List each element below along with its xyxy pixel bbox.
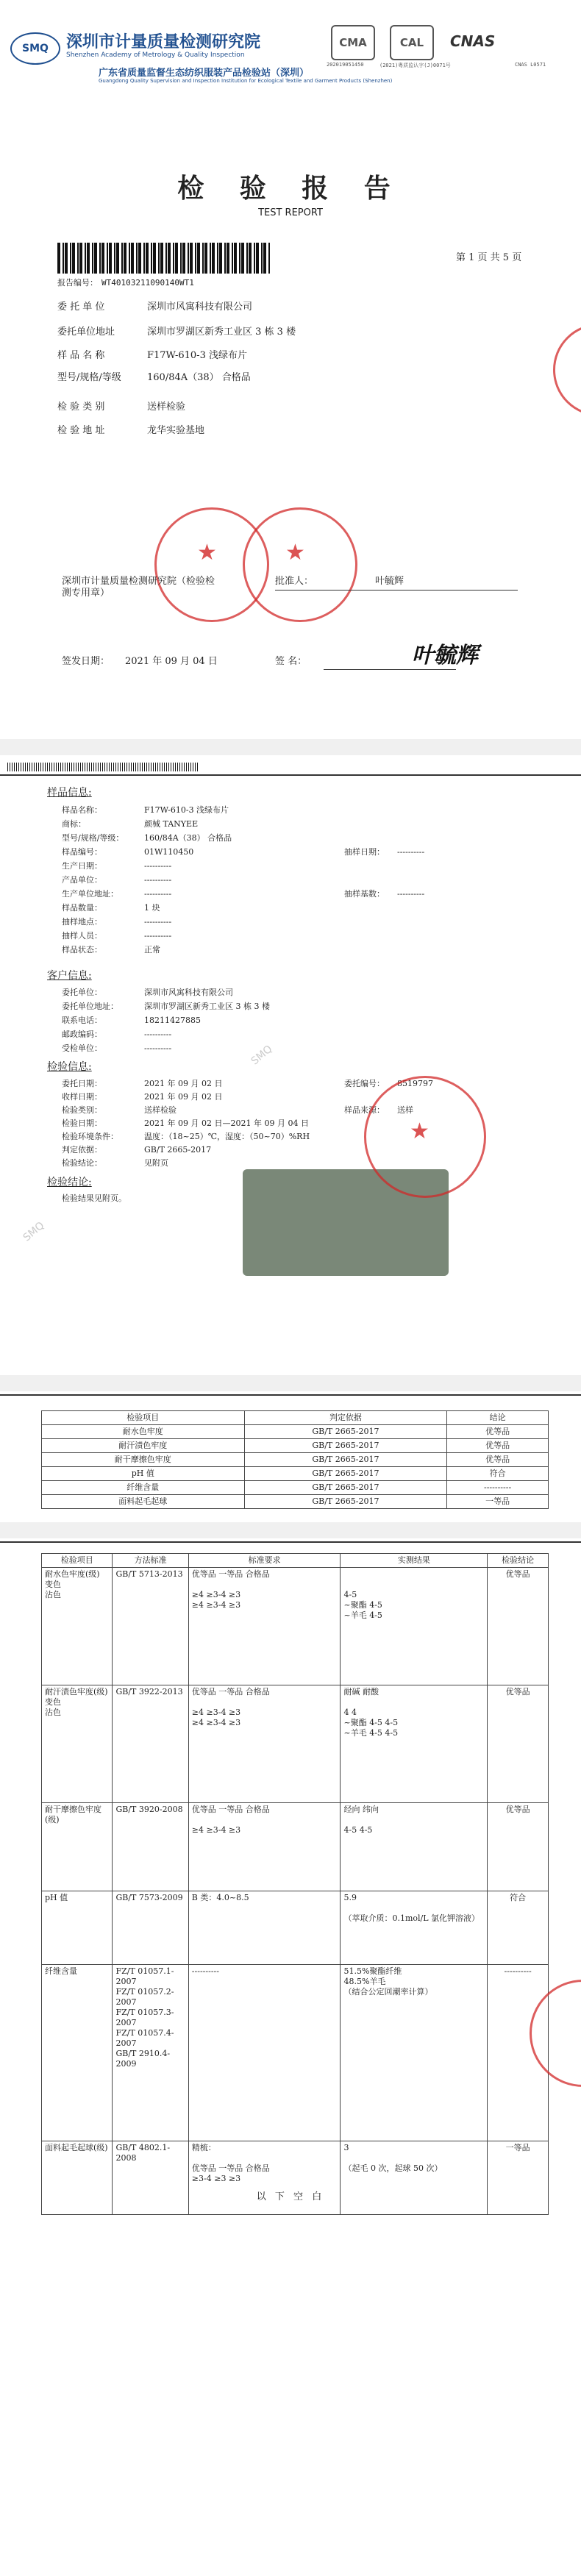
- detail-cell-method: GB/T 7573-2009: [113, 1891, 188, 1965]
- sample-value: 1 块: [144, 903, 160, 913]
- cnas-mark: CNAS: [450, 32, 496, 50]
- summary-cell: 耐汗渍色牢度: [42, 1439, 245, 1453]
- cma-mark: CMA: [331, 25, 375, 60]
- cal-mark: CAL: [390, 25, 434, 60]
- note-section-title: 检验结论:: [47, 1177, 92, 1188]
- barcode-bar: [227, 243, 229, 274]
- detail-cell-item: pH 值: [42, 1891, 113, 1965]
- barcode-bar: [239, 243, 240, 274]
- barcode-bar: [101, 243, 104, 274]
- report-page-3: [0, 1391, 581, 1522]
- barcode-bar: [232, 243, 233, 274]
- barcode-bar: [190, 243, 193, 274]
- barcode-bar: [197, 243, 200, 274]
- detail-cell-concl: 优等品: [488, 1803, 549, 1891]
- sample-label: 产品单位：: [62, 875, 102, 885]
- summary-cell: 耐干摩擦色牢度: [42, 1453, 245, 1467]
- detail-cell-req: 精梳： 优等品 一等品 合格品 ≥3-4 ≥3 ≥3: [188, 2141, 341, 2215]
- summary-row: [42, 1495, 549, 1509]
- barcode-bar: [94, 243, 97, 274]
- detail-cell-req: 优等品 一等品 合格品 ≥4 ≥3-4 ≥3 ≥4 ≥3-4 ≥3: [188, 1568, 341, 1685]
- barcode-bar: [234, 243, 237, 274]
- approver-name: 叶毓辉: [375, 576, 404, 587]
- test-value: 2021 年 09 月 02 日—2021 年 09 月 04 日: [144, 1118, 309, 1128]
- test-value: GB/T 2665-2017: [144, 1145, 212, 1155]
- detail-cell-result: 3 （起毛 0 次，起球 50 次）: [341, 2141, 488, 2215]
- barcode-bar: [151, 243, 152, 274]
- sample-label: 样品编号：: [62, 847, 102, 857]
- report-no: WT40103211090140WT1: [101, 278, 194, 288]
- summary-cell: 优等品: [447, 1425, 549, 1439]
- summary-cell: 纤维含量: [42, 1481, 245, 1495]
- cover-field-value: 深圳市风寓科技有限公司: [147, 302, 253, 313]
- test-value: 送样检验: [144, 1105, 177, 1115]
- barcode-bar: [210, 243, 211, 274]
- detail-table: [41, 1553, 549, 2215]
- seal-star-icon-2: ★: [285, 540, 305, 565]
- sample-section-title: 样品信息:: [47, 787, 92, 799]
- detail-cell-item: 面料起毛起球(级): [42, 2141, 113, 2215]
- sample-value: 01W110450: [144, 847, 194, 857]
- detail-cell-concl: 一等品: [488, 2141, 549, 2215]
- barcode-bar: [204, 243, 207, 274]
- barcode-bar: [249, 243, 252, 274]
- client-value: 18211427885: [144, 1016, 201, 1025]
- summary-cell: GB/T 2665-2017: [244, 1481, 447, 1495]
- summary-cell: 优等品: [447, 1453, 549, 1467]
- summary-cell: GB/T 2665-2017: [244, 1439, 447, 1453]
- barcode-bar: [99, 243, 101, 274]
- detail-cell-concl: ----------: [488, 1965, 549, 2141]
- page-number: 第 1 页 共 5 页: [456, 252, 522, 263]
- summary-header-cell: 判定依据: [244, 1411, 447, 1425]
- barcode-bar: [129, 243, 130, 274]
- sample-value: ----------: [144, 931, 172, 941]
- barcode-bar: [224, 243, 226, 274]
- detail-cell-method: GB/T 3920-2008: [113, 1803, 188, 1891]
- barcode-bar: [180, 243, 182, 274]
- approver-label: 批准人：: [275, 576, 314, 587]
- barcode-bar: [160, 243, 163, 274]
- client-value: ----------: [144, 1043, 172, 1053]
- summary-cell: ----------: [447, 1481, 549, 1495]
- detail-header-cell: 检验结论: [488, 1554, 549, 1568]
- client-label: 委托单位：: [62, 988, 102, 997]
- page4-rule: [0, 1541, 581, 1543]
- page2-barcode: [7, 763, 199, 771]
- barcode-bar: [116, 243, 119, 274]
- cover-field-label: 检 验 类 别: [57, 402, 105, 413]
- barcode-bar: [246, 243, 248, 274]
- summary-row: [42, 1425, 549, 1439]
- barcode-bar: [72, 243, 75, 274]
- barcode-bar: [182, 243, 185, 274]
- detail-header-cell: 实测结果: [341, 1554, 488, 1568]
- detail-row: [42, 1803, 549, 1891]
- cover-field-label: 样 品 名 称: [57, 350, 105, 361]
- barcode-bar: [107, 243, 108, 274]
- sample-right-value: ----------: [397, 889, 425, 899]
- sample-right-value: ----------: [397, 847, 425, 857]
- approver-line: [275, 590, 518, 591]
- test-right-label: 委托编号：: [344, 1079, 385, 1088]
- detail-row: [42, 1965, 549, 2141]
- barcode-bar: [85, 243, 86, 274]
- barcode-bar: [261, 243, 263, 274]
- detail-header-row: [42, 1554, 549, 1568]
- summary-cell: 一等品: [447, 1495, 549, 1509]
- sample-value: ----------: [144, 917, 172, 927]
- barcode-bar: [241, 243, 244, 274]
- sample-label: 样品状态：: [62, 945, 102, 955]
- summary-row: [42, 1467, 549, 1481]
- note-text: 检验结果见附页。: [62, 1194, 126, 1203]
- client-value: 深圳市罗湖区新秀工业区 3 栋 3 楼: [144, 1002, 270, 1011]
- barcode-bar: [202, 243, 204, 274]
- barcode-bar: [158, 243, 160, 274]
- client-label: 联系电话：: [62, 1016, 102, 1025]
- detail-row: [42, 1568, 549, 1685]
- cover-field-value: 160/84A（38） 合格品: [147, 372, 251, 383]
- barcode-bar: [175, 243, 178, 274]
- barcode-bar: [219, 243, 222, 274]
- cnas-number: CNAS L0571: [515, 62, 546, 68]
- barcode-bar: [143, 243, 145, 274]
- client-label: 邮政编码：: [62, 1030, 102, 1039]
- test-label: 检验日期：: [62, 1118, 102, 1128]
- sample-right-label: 抽样基数：: [344, 889, 385, 899]
- barcode-bar: [168, 243, 171, 274]
- report-title: 检 验 报 告: [177, 173, 404, 204]
- barcode-bar: [63, 243, 64, 274]
- barcode-bar: [114, 243, 115, 274]
- sign-label: 签 名：: [275, 656, 307, 667]
- test-value: 见附页: [144, 1158, 168, 1168]
- summary-cell: 优等品: [447, 1439, 549, 1453]
- watermark-2: SMQ: [21, 1219, 47, 1244]
- barcode: [57, 243, 271, 274]
- page2-rule: [0, 774, 581, 776]
- barcode-bar: [263, 243, 266, 274]
- report-page-2: [0, 755, 581, 1375]
- barcode-bar: [65, 243, 68, 274]
- barcode-bar: [195, 243, 196, 274]
- summary-row: [42, 1481, 549, 1495]
- org-subtitle: 广东省质量监督生态纺织服装产品检验站（深圳）: [99, 68, 310, 79]
- sample-label: 生产日期：: [62, 861, 102, 871]
- sample-value: ----------: [144, 875, 172, 885]
- cover-field-label: 型号/规格/等级: [57, 372, 121, 383]
- client-section-title: 客户信息:: [47, 970, 92, 982]
- sample-label: 商标：: [62, 819, 86, 829]
- detail-cell-item: 纤维含量: [42, 1965, 113, 2141]
- client-value: ----------: [144, 1030, 172, 1039]
- detail-row: [42, 1891, 549, 1965]
- detail-header-cell: 方法标准: [113, 1554, 188, 1568]
- detail-cell-result: 51.5%聚酯纤维 48.5%羊毛 （结合公定回潮率计算）: [341, 1965, 488, 2141]
- summary-cell: GB/T 2665-2017: [244, 1495, 447, 1509]
- barcode-bar: [92, 243, 93, 274]
- barcode-bar: [121, 243, 123, 274]
- detail-cell-result: 4-5 ~聚酯 4-5 ~羊毛 4-5: [341, 1568, 488, 1685]
- sample-value: 160/84A（38） 合格品: [144, 833, 232, 843]
- edge-seal: [553, 324, 581, 416]
- summary-cell: 耐水色牢度: [42, 1425, 245, 1439]
- issue-date-label: 签发日期：: [62, 656, 110, 667]
- org-logo: SMQ: [10, 32, 60, 65]
- issue-date: 2021 年 09 月 04 日: [125, 656, 218, 667]
- sample-value: ----------: [144, 861, 172, 871]
- seal-star-icon: ★: [197, 540, 217, 565]
- summary-cell: GB/T 2665-2017: [244, 1453, 447, 1467]
- watermark: SMQ: [249, 1043, 275, 1068]
- test-label: 委托日期：: [62, 1079, 102, 1088]
- test-right-value: 送样: [397, 1105, 413, 1115]
- summary-header-cell: 结论: [447, 1411, 549, 1425]
- barcode-bar: [70, 243, 71, 274]
- detail-cell-req: B 类：4.0~8.5: [188, 1891, 341, 1965]
- org-name-en: Shenzhen Academy of Metrology & Quality Inspection: [66, 51, 245, 59]
- test-value: 2021 年 09 月 02 日: [144, 1092, 223, 1102]
- sample-label: 生产单位地址：: [62, 889, 118, 899]
- barcode-bar: [131, 243, 134, 274]
- test-label: 检验类别：: [62, 1105, 102, 1115]
- sample-label: 样品名称：: [62, 805, 102, 815]
- report-no-label: 报告编号：: [57, 278, 98, 288]
- barcode-bar: [79, 243, 82, 274]
- report-page-1: [0, 0, 581, 739]
- detail-row: [42, 1685, 549, 1803]
- report-title-en: TEST REPORT: [258, 207, 323, 218]
- sample-right-label: 抽样日期：: [344, 847, 385, 857]
- summary-cell: GB/T 2665-2017: [244, 1467, 447, 1481]
- sample-label: 样品数量：: [62, 903, 102, 913]
- cover-field-value: F17W-610-3 浅绿布片: [147, 350, 247, 361]
- sample-value: F17W-610-3 浅绿布片: [144, 805, 229, 815]
- barcode-bar: [138, 243, 141, 274]
- blank-below: 以 下 空 白: [256, 2191, 325, 2202]
- test-right-label: 样品来源：: [344, 1105, 385, 1115]
- cover-field-label: 委托单位地址: [57, 327, 115, 338]
- sign-line: [324, 669, 456, 670]
- org-name: 深圳市计量质量检测研究院: [66, 33, 261, 51]
- detail-cell-concl: 符合: [488, 1891, 549, 1965]
- detail-cell-concl: 优等品: [488, 1568, 549, 1685]
- sample-label: 型号/规格/等级：: [62, 833, 124, 843]
- barcode-bar: [57, 243, 60, 274]
- page3-rule: [0, 1394, 581, 1396]
- cma-number: 202019051450: [327, 62, 364, 68]
- detail-cell-concl: 优等品: [488, 1685, 549, 1803]
- cover-field-label: 委 托 单 位: [57, 302, 105, 313]
- sample-value: 颜械 TANYEE: [144, 819, 199, 829]
- detail-cell-result: 经向 纬向 4-5 4-5: [341, 1803, 488, 1891]
- barcode-bar: [136, 243, 138, 274]
- barcode-bar: [77, 243, 79, 274]
- sample-label: 抽样地点：: [62, 917, 102, 927]
- barcode-bar: [256, 243, 259, 274]
- barcode-bar: [124, 243, 126, 274]
- detail-header-cell: 标准要求: [188, 1554, 341, 1568]
- report-page-4: [0, 1538, 581, 2576]
- cover-field-value: 龙华实验基地: [147, 425, 205, 436]
- sample-value: 正常: [144, 945, 160, 955]
- cover-field-value: 送样检验: [147, 402, 186, 413]
- client-label: 受检单位：: [62, 1043, 102, 1053]
- test-label: 判定依据：: [62, 1145, 102, 1155]
- seal-caption: 深圳市计量质量检测研究院（检验检测专用章）: [62, 576, 215, 599]
- detail-cell-method: GB/T 3922-2013: [113, 1685, 188, 1803]
- test-label: 收样日期：: [62, 1092, 102, 1102]
- summary-table: [41, 1410, 549, 1509]
- cover-field-value: 深圳市罗湖区新秀工业区 3 栋 3 楼: [147, 327, 296, 338]
- summary-cell: pH 值: [42, 1467, 245, 1481]
- detail-cell-req: ----------: [188, 1965, 341, 2141]
- detail-row: [42, 2141, 549, 2215]
- barcode-bar: [254, 243, 255, 274]
- summary-cell: 面料起毛起球: [42, 1495, 245, 1509]
- signature: 叶毓辉: [412, 643, 478, 668]
- barcode-bar: [146, 243, 149, 274]
- barcode-bar: [153, 243, 156, 274]
- test-label: 检验环境条件：: [62, 1132, 118, 1141]
- summary-cell: 符合: [447, 1467, 549, 1481]
- page-separator: [0, 739, 581, 755]
- page2-seal-star-icon: ★: [410, 1118, 429, 1144]
- client-label: 委托单位地址：: [62, 1002, 118, 1011]
- client-value: 深圳市风寓科技有限公司: [144, 988, 233, 997]
- summary-row: [42, 1439, 549, 1453]
- detail-cell-method: GB/T 5713-2013: [113, 1568, 188, 1685]
- summary-header-cell: 检验项目: [42, 1411, 245, 1425]
- test-value: 温度：（18~25）℃，湿度：（50~70）%RH: [144, 1132, 310, 1141]
- barcode-bar: [173, 243, 174, 274]
- detail-cell-result: 5.9 （萃取介质：0.1mol/L 氯化钾溶液）: [341, 1891, 488, 1965]
- test-right-value: 8519797: [397, 1079, 433, 1088]
- detail-header-cell: 检验项目: [42, 1554, 113, 1568]
- summary-row: [42, 1453, 549, 1467]
- barcode-bar: [212, 243, 215, 274]
- page-separator-3: [0, 1522, 581, 1538]
- summary-cell: GB/T 2665-2017: [244, 1425, 447, 1439]
- cal-number: (2021)粤质监认字(J)0071号: [379, 63, 451, 68]
- barcode-bar: [165, 243, 167, 274]
- sample-label: 抽样人员：: [62, 931, 102, 941]
- detail-cell-method: FZ/T 01057.1-2007 FZ/T 01057.2-2007 FZ/T 01057.3-2007 FZ/T 01057.4-2007 GB/T 2910.4-2009: [113, 1965, 188, 2141]
- detail-cell-item: 耐水色牢度(级) 变色 沾色: [42, 1568, 113, 1685]
- test-value: 2021 年 09 月 02 日: [144, 1079, 223, 1088]
- detail-cell-req: 优等品 一等品 合格品 ≥4 ≥3-4 ≥3: [188, 1803, 341, 1891]
- org-subtitle-en: Guangdong Quality Supervision and Inspection Institution for Ecological Textile and Garment Products (Shenzhen): [99, 78, 393, 84]
- barcode-bar: [87, 243, 90, 274]
- detail-cell-item: 耐干摩擦色牢度(级): [42, 1803, 113, 1891]
- barcode-bar: [188, 243, 189, 274]
- barcode-bar: [217, 243, 218, 274]
- barcode-bar: [268, 243, 270, 274]
- detail-cell-result: 耐碱 耐酸 4 4 ~聚酯 4-5 4-5 ~羊毛 4-5 4-5: [341, 1685, 488, 1803]
- detail-cell-req: 优等品 一等品 合格品 ≥4 ≥3-4 ≥3 ≥4 ≥3-4 ≥3: [188, 1685, 341, 1803]
- detail-cell-method: GB/T 4802.1-2008: [113, 2141, 188, 2215]
- test-label: 检验结论：: [62, 1158, 102, 1168]
- test-section-title: 检验信息:: [47, 1061, 92, 1073]
- sample-value: ----------: [144, 889, 172, 899]
- page-separator-2: [0, 1375, 581, 1391]
- detail-cell-item: 耐汗渍色牢度(级) 变色 沾色: [42, 1685, 113, 1803]
- cover-field-label: 检 验 地 址: [57, 425, 105, 436]
- summary-header-row: [42, 1411, 549, 1425]
- barcode-bar: [109, 243, 112, 274]
